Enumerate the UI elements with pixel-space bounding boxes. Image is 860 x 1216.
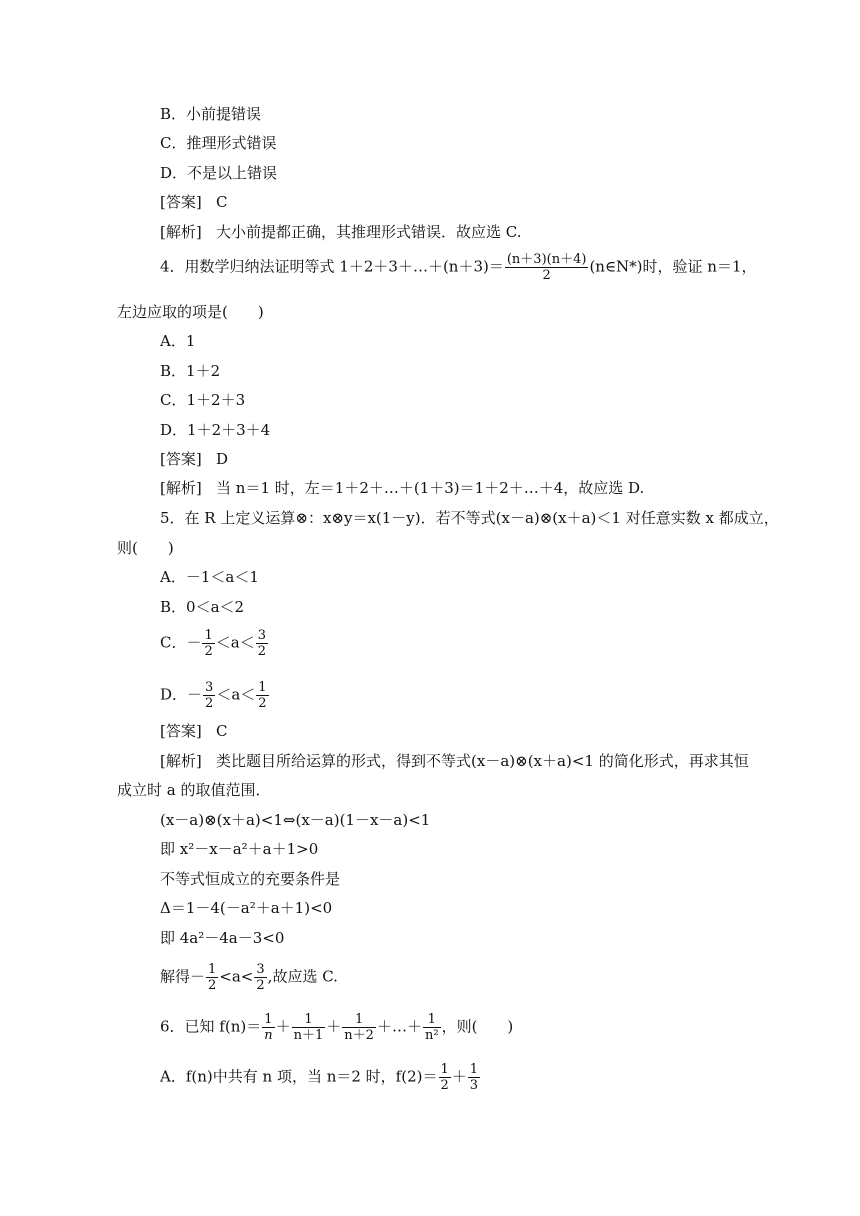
frac-numerator: 1: [423, 1012, 441, 1028]
q5-option-d: [160, 680, 270, 711]
q5-option-c: [160, 628, 269, 659]
q5-stem-line2: 则( ): [117, 539, 174, 557]
q3-option-c: C．推理形式错误: [160, 134, 277, 152]
option-mid: ＜a＜: [215, 633, 255, 652]
fraction-1-2: [202, 628, 214, 659]
q5-option-a: A．－1＜a＜1: [160, 568, 259, 586]
analysis-text: 大小前提都正确，其推理形式错误．故应选 C.: [216, 223, 522, 241]
q5-step-6: [160, 962, 338, 993]
fraction-1-n2: [342, 1012, 376, 1043]
answer-tag: [答案]: [160, 193, 202, 211]
step-suffix: ,故应选 C.: [267, 967, 338, 986]
frac-numerator: (n＋3)(n＋4): [506, 252, 587, 267]
answer-value: D: [216, 450, 229, 468]
frac-numerator: 1: [342, 1012, 376, 1028]
fraction-1-3: [468, 1062, 480, 1093]
frac-denominator: n²: [424, 1028, 439, 1043]
frac-denominator: 2: [440, 1078, 449, 1093]
q5-option-b: B．0＜a＜2: [160, 598, 245, 616]
option-prefix: D．－: [160, 685, 203, 704]
answer-value: C: [216, 193, 228, 211]
q5-analysis: [160, 751, 749, 771]
option-mid: ＜a＜: [216, 685, 256, 704]
q4-answer: [160, 449, 228, 469]
q3-answer: [160, 192, 228, 212]
fraction-3-2: [256, 628, 268, 659]
option-prefix: A．f(n)中共有 n 项，当 n＝2 时，f(2)＝: [160, 1067, 438, 1086]
q5-step-2: 即 x²－x－a²＋a＋1>0: [160, 840, 319, 858]
fraction-1-n1: [292, 1012, 326, 1043]
frac-numerator: 3: [205, 680, 214, 695]
frac-denominator: 2: [204, 644, 213, 659]
fraction-3-2: [254, 962, 266, 993]
frac-numerator: 1: [440, 1062, 449, 1077]
q5-step-5: 即 4a²－4a－3<0: [160, 929, 285, 947]
fraction-1-2: [439, 1062, 451, 1093]
q4-option-c: C．1＋2＋3: [160, 391, 246, 409]
frac-numerator: 1: [469, 1062, 479, 1077]
q4-option-b: B．1＋2: [160, 362, 221, 380]
q3-option-b: B．小前提错误: [160, 105, 262, 123]
frac-denominator: 2: [256, 978, 265, 993]
q4-fraction: [505, 252, 589, 283]
q3-option-d: D．不是以上错误: [160, 164, 278, 182]
analysis-text: 类比题目所给运算的形式，得到不等式(x－a)⊗(x＋a)<1 的简化形式，再求其恒: [216, 752, 749, 770]
q5-step-1: (x－a)⊗(x＋a)<1⇔(x－a)(1－x－a)<1: [160, 811, 431, 829]
answer-tag: [答案]: [160, 722, 202, 740]
frac-denominator: 2: [542, 268, 551, 283]
q4-option-d: D．1＋2＋3＋4: [160, 421, 271, 439]
frac-numerator: 3: [256, 962, 265, 977]
q4-analysis: [160, 478, 644, 498]
step-prefix: 解得－: [160, 967, 206, 986]
answer-tag: [答案]: [160, 450, 202, 468]
q6-stem-prefix: 6．已知 f(n)＝: [160, 1017, 262, 1036]
fraction-1-n: [262, 1012, 274, 1043]
fraction-1-nsq: [423, 1012, 441, 1043]
q6-stem: 6．已知 f(n)＝ $\frac{1}{n}$ ＋ $\frac{1}{n+1}$ ＋ $\frac{1}{n+2}$ ＋…＋ $\frac{1}{\text{n²}}$ ，则( ): [160, 1012, 514, 1043]
q4-stem-a: 4．用数学归纳法证明等式 1＋2＋3＋…＋(n＋3)＝: [160, 257, 504, 276]
fraction-3-2: [203, 680, 215, 711]
analysis-tag: [解析]: [160, 752, 202, 770]
answer-value: C: [216, 722, 228, 740]
frac-denominator: n＋2: [344, 1028, 374, 1043]
analysis-tag: [解析]: [160, 479, 202, 497]
q5-stem-line1: 5．在 R 上定义运算⊗：x⊗y＝x(1－y)．若不等式(x－a)⊗(x＋a)＜1 对任意实数 x 都成立，: [160, 509, 779, 527]
frac-denominator: n: [264, 1028, 273, 1043]
q5-analysis-line2: 成立时 a 的取值范围．: [117, 781, 271, 799]
frac-numerator: 1: [292, 1012, 326, 1028]
frac-denominator: n＋1: [293, 1028, 324, 1043]
analysis-tag: [解析]: [160, 223, 202, 241]
q6-stem-suffix: ，则( ): [441, 1017, 514, 1036]
q5-answer: [160, 721, 228, 741]
step-mid: <a<: [219, 967, 254, 986]
frac-numerator: 1: [208, 962, 217, 977]
frac-denominator: 2: [257, 644, 266, 659]
q6-option-a: A．f(n)中共有 n 项，当 n＝2 时，f(2)＝ $\frac{1}{2}$ ＋ $\frac{1}{3}$: [160, 1062, 479, 1093]
frac-numerator: 1: [204, 628, 213, 643]
analysis-text: 当 n＝1 时，左＝1＋2＋…＋(1＋3)＝1＋2＋…＋4，故应选 D.: [216, 479, 645, 497]
frac-denominator: 2: [208, 978, 217, 993]
fraction-1-2: [256, 680, 268, 711]
q4-stem-line2: 左边应取的项是( ): [117, 303, 264, 321]
q5-step-3: 不等式恒成立的充要条件是: [160, 870, 341, 888]
q5-step-4: Δ＝1－4(－a²＋a＋1)<0: [160, 899, 333, 917]
option-prefix: C．－: [160, 633, 202, 652]
q4-option-a: A．1: [160, 332, 196, 350]
frac-numerator: 1: [258, 680, 267, 695]
q4-stem-b: (n∈N*)时，验证 n＝1，: [589, 257, 757, 276]
frac-denominator: 2: [258, 696, 267, 711]
frac-numerator: 1: [262, 1012, 274, 1028]
frac-denominator: 2: [205, 696, 214, 711]
frac-denominator: 3: [469, 1078, 479, 1093]
q3-analysis: [160, 222, 522, 242]
q4-stem-line1: [160, 252, 757, 283]
fraction-1-2: [206, 962, 218, 993]
frac-numerator: 3: [257, 628, 266, 643]
